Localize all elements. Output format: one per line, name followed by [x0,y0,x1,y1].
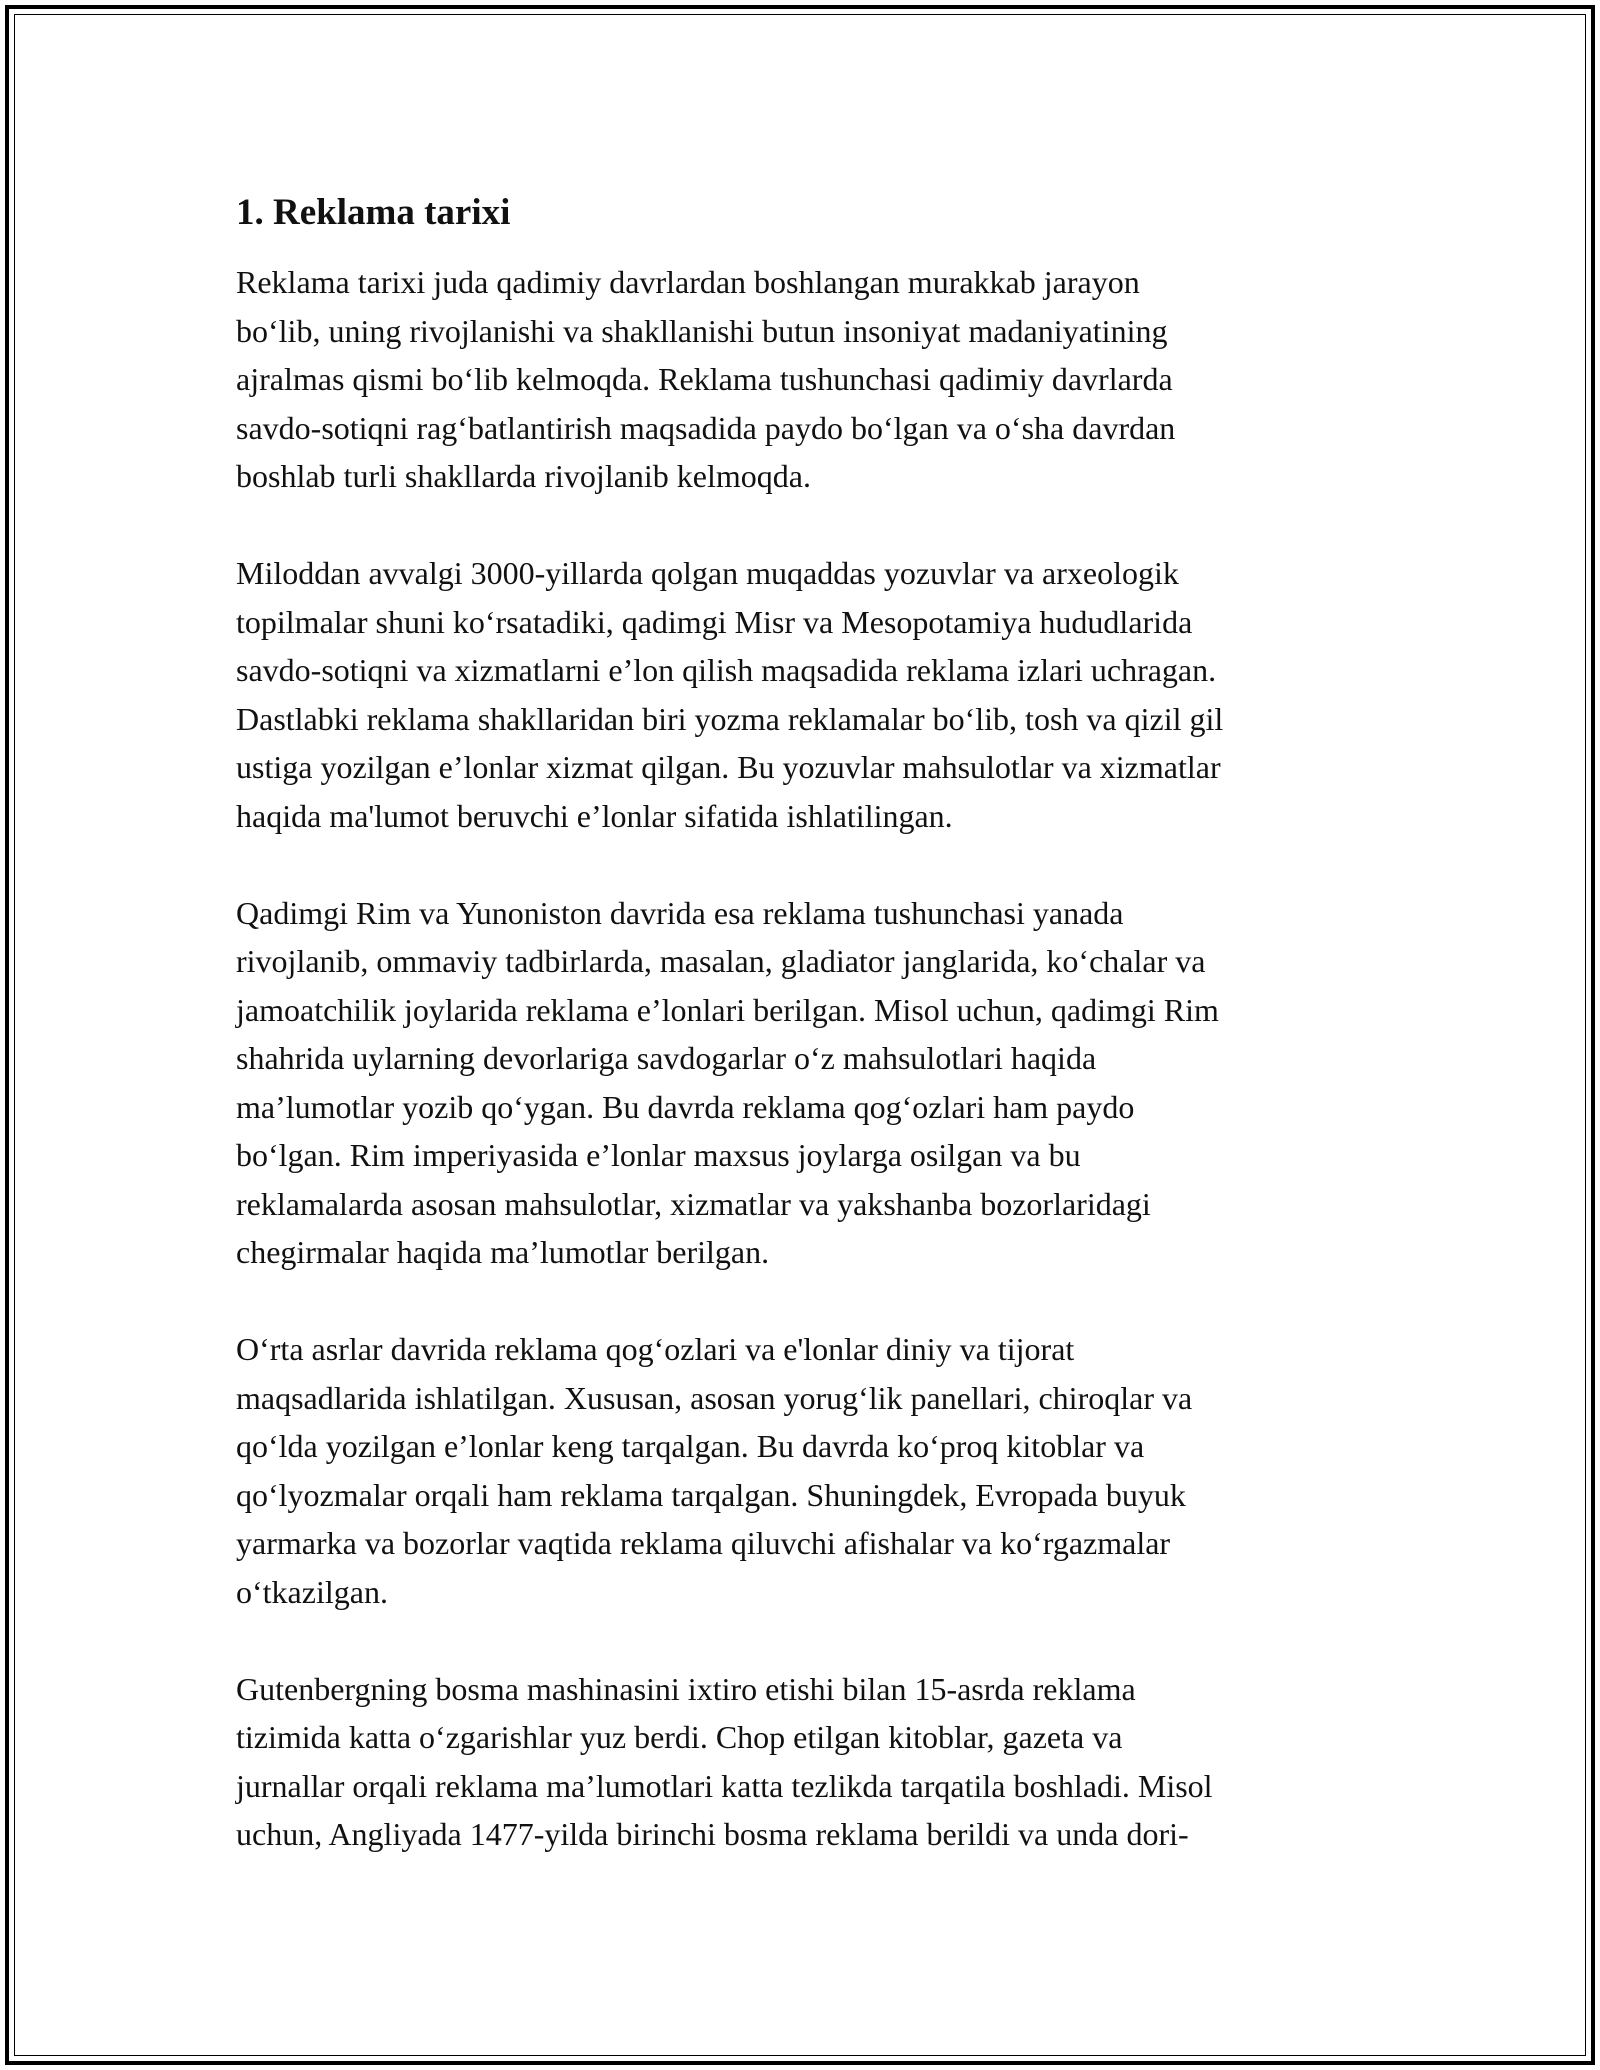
paragraph-list [236,258,1386,1859]
text-line: savdo-sotiqni va xizmatlarni e’lon qilish maqsadida reklama izlari uchragan. [236,652,1217,688]
text-line: yarmarka va bozorlar vaqtida reklama qiluvchi afishalar va ko‘rgazmalar [236,1525,1171,1561]
text-line: chegirmalar haqida ma’lumotlar berilgan. [236,1234,770,1270]
text-line: haqida ma'lumot beruvchi e’lonlar sifatida ishlatilingan. [236,797,953,834]
text-line: jamoatchilik joylarida reklama e’lonlari berilgan. Misol uchun, qadimgi Rim [236,991,1219,1028]
text-line: Qadimgi Rim va Yunoniston davrida esa reklama tushunchasi yanada [236,894,1124,931]
text-line: tizimida katta o‘zgarishlar yuz berdi. Chop etilgan kitoblar, gazeta va [236,1719,1123,1755]
paragraph [236,1665,1386,1859]
text-line: O‘rta asrlar davrida reklama qog‘ozlari va e'lonlar diniy va tijorat [236,1331,1075,1367]
text-line: savdo-sotiqni rag‘batlantirish maqsadida paydo bo‘lgan va o‘sha davrdan [236,409,1176,446]
paragraph [236,1325,1386,1616]
text-line: Miloddan avvalgi 3000-yillarda qolgan muqaddas yozuvlar va arxeologik [236,555,1179,591]
text-line: qo‘lda yozilgan e’lonlar keng tarqalgan. Bu davrda ko‘proq kitoblar va [236,1428,1145,1464]
text-line: rivojlanib, ommaviy tadbirlarda, masalan, gladiator janglarida, ko‘chalar va [236,943,1206,979]
text-line: uchun, Angliyada 1477-yilda birinchi bosma reklama berildi va unda dori- [236,1816,1189,1852]
text-line: reklamalarda asosan mahsulotlar, xizmatlar va yakshanba bozorlaridagi [236,1185,1151,1222]
text-line: ma’lumotlar yozib qo‘ygan. Bu davrda reklama qog‘ozlari ham paydo [236,1088,1135,1125]
text-line: jurnallar orqali reklama ma’lumotlari katta tezlikda tarqatila boshladi. Misol [236,1767,1213,1804]
text-line: ajralmas qismi bo‘lib kelmoqda. Reklama tushunchasi qadimiy davrlarda [236,361,1173,397]
text-line: boshlab turli shakllarda rivojlanib kelmoqda. [236,458,811,494]
text-line: bo‘lgan. Rim imperiyasida e’lonlar maxsus joylarga osilgan va bu [236,1137,1081,1173]
text-line: maqsadlarida ishlatilgan. Xususan, asosan yorug‘lik panellari, chiroqlar va [236,1379,1193,1416]
text-line: shahrida uylarning devorlariga savdogarlar o‘z mahsulotlari haqida [236,1040,1097,1076]
text-line: ustiga yozilgan e’lonlar xizmat qilgan. Bu yozuvlar mahsulotlar va xizmatlar [236,749,1221,785]
paragraph [236,889,1386,1277]
text-line: Dastlabki reklama shakllaridan biri yozma reklamalar bo‘lib, tosh va qizil gil [236,700,1224,737]
text-line: topilmalar shuni ko‘rsatadiki, qadimgi Misr va Mesopotamiya hududlarida [236,603,1193,640]
text-line: o‘tkazilgan. [236,1573,388,1610]
text-line: bo‘lib, uning rivojlanishi va shakllanishi butun insoniyat madaniyatining [236,312,1168,349]
paragraph [236,258,1386,501]
paragraph [236,549,1386,840]
text-line: qo‘lyozmalar orqali ham reklama tarqalgan. Shuningdek, Evropada buyuk [236,1476,1186,1513]
text-line: Reklama tarixi juda qadimiy davrlardan boshlangan murakkab jarayon [236,264,1140,300]
document-content [236,186,1386,1859]
section-heading: 1. Reklama tarixi [236,192,511,233]
text-line: Gutenbergning bosma mashinasini ixtiro etishi bilan 15-asrda reklama [236,1670,1136,1707]
